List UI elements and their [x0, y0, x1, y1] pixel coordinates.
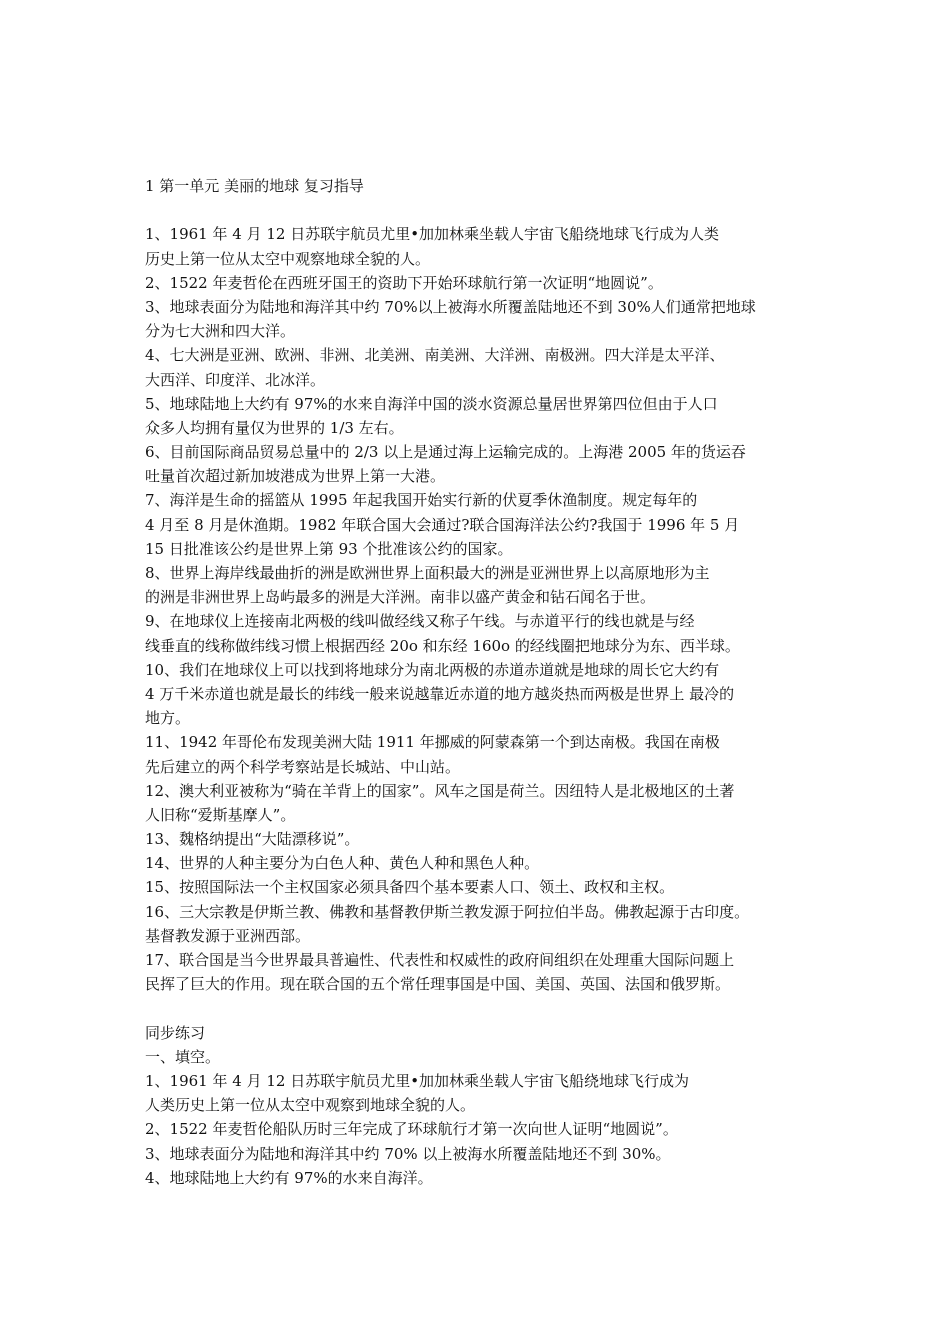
practice-list	[145, 1069, 817, 1190]
review-item-line: 的洲是非洲世界上岛屿最多的洲是大洋洲。南非以盛产黄金和钻石闻名于世。	[145, 588, 656, 607]
review-item	[145, 488, 817, 561]
practice-item	[145, 1069, 817, 1117]
review-item-line: 4 月至 8 月是休渔期。1982 年联合国大会通过?联合国海洋法公约?我国于 1996 年 5 月	[145, 515, 740, 534]
practice-item	[145, 1166, 817, 1190]
practice-heading: 同步练习	[145, 1023, 206, 1042]
spacer	[145, 996, 817, 1020]
review-item-line: 大西洋、印度洋、北冰洋。	[145, 370, 326, 389]
review-item-line: 3、地球表面分为陆地和海洋其中约 70%以上被海水所覆盖陆地还不到 30%人们通常把地球	[145, 297, 756, 316]
review-item	[145, 779, 817, 827]
review-item-line: 6、目前国际商品贸易总量中的 2/3 以上是通过海上运输完成的。上海港 2005 年的货运吞	[145, 443, 746, 462]
review-item-line: 分为七大洲和四大洋。	[145, 322, 296, 341]
review-item-line: 15、按照国际法一个主权国家必须具备四个基本要素人口、领土、政权和主权。	[145, 878, 675, 897]
review-item-line: 14、世界的人种主要分为白色人种、黄色人种和黑色人种。	[145, 854, 540, 873]
review-item-line: 地方。	[145, 709, 191, 728]
document-title: 1 第一单元 美丽的地球 复习指导	[145, 177, 364, 195]
review-item-line: 10、我们在地球仪上可以找到将地球分为南北两极的赤道赤道就是地球的周长它大约有	[145, 660, 720, 679]
review-item	[145, 561, 817, 609]
review-item	[145, 658, 817, 731]
practice-item-line: 2、1522 年麦哲伦船队历时三年完成了环球航行才第一次向世人证明“地圆说”。	[145, 1120, 678, 1139]
review-item-line: 12、澳大利亚被称为“骑在羊背上的国家”。风车之国是荷兰。因纽特人是北极地区的土著	[145, 781, 735, 800]
practice-item-line: 4、地球陆地上大约有 97%的水来自海洋。	[145, 1168, 433, 1187]
review-item-line: 1、1961 年 4 月 12 日苏联宇航员尤里•加加林乘坐载人宇宙飞船绕地球飞行成为人类	[145, 225, 720, 244]
practice-item-line: 1、1961 年 4 月 12 日苏联宇航员尤里•加加林乘坐载人宇宙飞船绕地球飞行成为	[145, 1071, 690, 1090]
practice-section-title: 一、填空。	[145, 1047, 221, 1066]
review-item	[145, 851, 817, 875]
review-item-line: 7、海洋是生命的摇篮从 1995 年起我国开始实行新的伏夏季休渔制度。规定每年的	[145, 491, 698, 510]
review-item	[145, 948, 817, 996]
review-item	[145, 222, 817, 270]
review-item-line: 基督教发源于亚洲西部。	[145, 926, 311, 945]
review-item-line: 5、地球陆地上大约有 97%的水来自海洋中国的淡水资源总量居世界第四位但由于人口	[145, 394, 718, 413]
review-item-line: 先后建立的两个科学考察站是长城站、中山站。	[145, 757, 461, 776]
review-item-line: 人旧称“爱斯基摩人”。	[145, 805, 296, 824]
review-item-line: 17、联合国是当今世界最具普遍性、代表性和权威性的政府间组织在处理重大国际问题上	[145, 951, 735, 969]
review-item	[145, 392, 817, 440]
review-item-line: 吐量首次超过新加坡港成为世界上第一大港。	[145, 467, 446, 486]
review-item	[145, 440, 817, 488]
review-item-line: 4 万千米赤道也就是最长的纬线一般来说越靠近赤道的地方越炎热而两极是世界上 最冷的	[145, 684, 735, 703]
review-item-line: 11、1942 年哥伦布发现美洲大陆 1911 年挪威的阿蒙森第一个到达南极。我国在南极	[145, 733, 720, 752]
review-item-line: 4、七大洲是亚洲、欧洲、非洲、北美洲、南美洲、大洋洲、南极洲。四大洋是太平洋、	[145, 346, 725, 365]
review-item-line: 线垂直的线称做纬线习惯上根据西经 20o 和东经 160o 的经线圈把地球分为东、西半球。	[145, 636, 740, 655]
practice-item	[145, 1142, 817, 1166]
review-item-line: 历史上第一位从太空中观察地球全貌的人。	[145, 249, 431, 268]
review-item	[145, 827, 817, 851]
document-page	[145, 174, 817, 1190]
review-item-line: 众多人均拥有量仅为世界的 1/3 左右。	[145, 418, 404, 437]
review-item	[145, 900, 817, 948]
review-item-line: 15 日批准该公约是世界上第 93 个批准该公约的国家。	[145, 539, 513, 558]
practice-item-line: 3、地球表面分为陆地和海洋其中约 70% 以上被海水所覆盖陆地还不到 30%。	[145, 1144, 671, 1163]
review-item-line: 16、三大宗教是伊斯兰教、佛教和基督教伊斯兰教发源于阿拉伯半岛。佛教起源于古印度。	[145, 902, 750, 921]
spacer	[145, 198, 817, 222]
review-item	[145, 609, 817, 657]
review-item-line: 2、1522 年麦哲伦在西班牙国王的资助下开始环球航行第一次证明“地圆说”。	[145, 273, 663, 292]
review-item-line: 13、魏格纳提出“大陆漂移说”。	[145, 830, 360, 849]
review-item	[145, 295, 817, 343]
review-list	[145, 222, 817, 996]
practice-item-line: 人类历史上第一位从太空中观察到地球全貌的人。	[145, 1096, 476, 1115]
review-item-line: 民挥了巨大的作用。现在联合国的五个常任理事国是中国、美国、英国、法国和俄罗斯。	[145, 975, 731, 994]
review-item-line: 8、世界上海岸线最曲折的洲是欧洲世界上面积最大的洲是亚洲世界上以高原地形为主	[145, 564, 710, 582]
review-item	[145, 343, 817, 391]
review-item	[145, 875, 817, 899]
practice-item	[145, 1117, 817, 1141]
review-item	[145, 730, 817, 778]
review-item-line: 9、在地球仪上连接南北两极的线叫做经线又称子午线。与赤道平行的线也就是与经	[145, 612, 695, 631]
review-item	[145, 271, 817, 295]
